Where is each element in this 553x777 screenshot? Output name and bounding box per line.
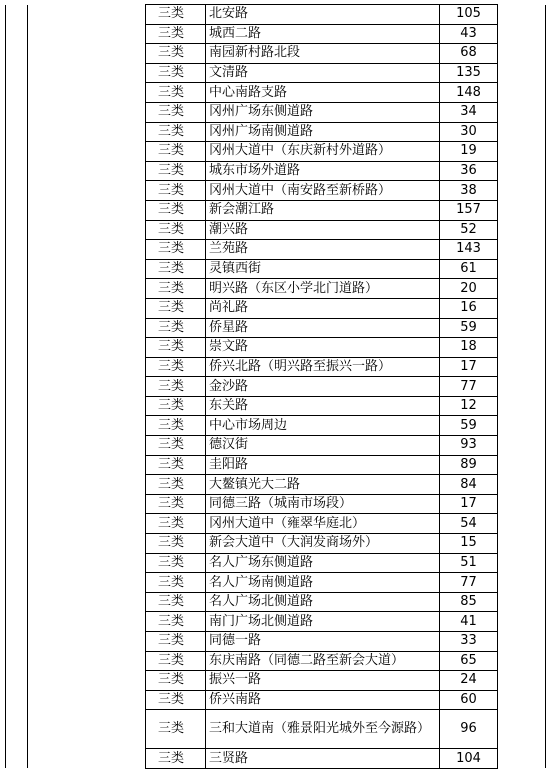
table-row (6, 377, 546, 397)
blank-cell (6, 181, 28, 201)
table-row (6, 259, 546, 279)
blank-cell (498, 651, 546, 671)
blank-cell (28, 416, 146, 436)
blank-cell (28, 534, 146, 554)
blank-cell (498, 534, 546, 554)
road-name-cell: 三和大道南（雅景阳光城外至今源路） (206, 710, 440, 749)
blank-cell (498, 44, 546, 64)
blank-cell (6, 592, 28, 612)
blank-cell (498, 279, 546, 299)
blank-cell (6, 298, 28, 318)
category-cell: 三类 (146, 279, 206, 299)
value-cell: 77 (440, 377, 498, 397)
table-row (6, 24, 546, 44)
category-cell: 三类 (146, 161, 206, 181)
value-cell: 34 (440, 102, 498, 122)
table-row (6, 44, 546, 64)
blank-cell (28, 259, 146, 279)
table-row (6, 122, 546, 142)
blank-cell (6, 436, 28, 456)
table-row (6, 671, 546, 691)
table-row (6, 416, 546, 436)
table-row (6, 612, 546, 632)
blank-cell (498, 690, 546, 710)
category-cell: 三类 (146, 122, 206, 142)
blank-cell (498, 377, 546, 397)
category-cell: 三类 (146, 200, 206, 220)
blank-cell (28, 142, 146, 162)
table-body (6, 5, 546, 769)
category-cell: 三类 (146, 63, 206, 83)
blank-cell (6, 220, 28, 240)
road-name-cell: 东关路 (206, 396, 440, 416)
category-cell: 三类 (146, 5, 206, 25)
table-row (6, 455, 546, 475)
blank-cell (6, 455, 28, 475)
road-name-cell: 圭阳路 (206, 455, 440, 475)
blank-cell (6, 671, 28, 691)
table-row (6, 514, 546, 534)
road-name-cell: 新会潮江路 (206, 200, 440, 220)
blank-cell (498, 573, 546, 593)
table-row (6, 161, 546, 181)
blank-cell (28, 83, 146, 103)
value-cell: 89 (440, 455, 498, 475)
value-cell: 15 (440, 534, 498, 554)
value-cell: 143 (440, 240, 498, 260)
value-cell: 16 (440, 298, 498, 318)
table-row (6, 240, 546, 260)
blank-cell (28, 102, 146, 122)
blank-cell (498, 455, 546, 475)
blank-cell (28, 455, 146, 475)
blank-cell (28, 338, 146, 358)
blank-cell (6, 710, 28, 749)
blank-cell (28, 357, 146, 377)
value-cell: 105 (440, 5, 498, 25)
blank-cell (28, 573, 146, 593)
road-name-cell: 大鳌镇光大二路 (206, 475, 440, 495)
blank-cell (28, 436, 146, 456)
category-cell: 三类 (146, 690, 206, 710)
blank-cell (28, 651, 146, 671)
road-name-cell: 同德三路（城南市场段） (206, 494, 440, 514)
blank-cell (6, 83, 28, 103)
value-cell: 59 (440, 416, 498, 436)
road-name-cell: 名人广场东侧道路 (206, 553, 440, 573)
blank-cell (6, 44, 28, 64)
value-cell: 59 (440, 318, 498, 338)
road-name-cell: 尚礼路 (206, 298, 440, 318)
blank-cell (6, 240, 28, 260)
value-cell: 93 (440, 436, 498, 456)
blank-cell (498, 83, 546, 103)
value-cell: 43 (440, 24, 498, 44)
value-cell: 36 (440, 161, 498, 181)
blank-cell (498, 181, 546, 201)
category-cell: 三类 (146, 651, 206, 671)
blank-cell (6, 200, 28, 220)
blank-cell (28, 240, 146, 260)
category-cell: 三类 (146, 318, 206, 338)
value-cell: 51 (440, 553, 498, 573)
category-cell: 三类 (146, 612, 206, 632)
road-name-cell: 灵镇西街 (206, 259, 440, 279)
value-cell: 17 (440, 494, 498, 514)
blank-cell (498, 592, 546, 612)
blank-cell (6, 102, 28, 122)
blank-cell (498, 161, 546, 181)
blank-cell (28, 396, 146, 416)
category-cell: 三类 (146, 632, 206, 652)
road-name-cell: 崇文路 (206, 338, 440, 358)
table-row (6, 592, 546, 612)
blank-cell (498, 122, 546, 142)
category-cell: 三类 (146, 240, 206, 260)
table-row (6, 5, 546, 25)
table-row (6, 63, 546, 83)
value-cell: 12 (440, 396, 498, 416)
blank-cell (6, 534, 28, 554)
blank-cell (28, 220, 146, 240)
blank-cell (498, 416, 546, 436)
road-name-cell: 中心南路支路 (206, 83, 440, 103)
value-cell: 84 (440, 475, 498, 495)
value-cell: 33 (440, 632, 498, 652)
blank-cell (498, 494, 546, 514)
blank-cell (28, 553, 146, 573)
blank-cell (28, 749, 146, 769)
category-cell: 三类 (146, 494, 206, 514)
road-name-cell: 城东市场外道路 (206, 161, 440, 181)
blank-cell (6, 63, 28, 83)
road-name-cell: 冈州大道中（雍翠华庭北） (206, 514, 440, 534)
blank-cell (6, 612, 28, 632)
road-name-cell: 金沙路 (206, 377, 440, 397)
blank-cell (28, 514, 146, 534)
blank-cell (498, 710, 546, 749)
blank-cell (6, 396, 28, 416)
road-name-cell: 冈州广场东侧道路 (206, 102, 440, 122)
blank-cell (498, 357, 546, 377)
road-name-cell: 潮兴路 (206, 220, 440, 240)
table-row (6, 338, 546, 358)
value-cell: 61 (440, 259, 498, 279)
table-row (6, 298, 546, 318)
table-row (6, 318, 546, 338)
blank-cell (498, 612, 546, 632)
blank-cell (28, 298, 146, 318)
value-cell: 17 (440, 357, 498, 377)
road-name-cell: 同德一路 (206, 632, 440, 652)
blank-cell (498, 632, 546, 652)
blank-cell (28, 200, 146, 220)
road-name-cell: 南园新村路北段 (206, 44, 440, 64)
table-row (6, 475, 546, 495)
blank-cell (28, 494, 146, 514)
category-cell: 三类 (146, 357, 206, 377)
table-row (6, 220, 546, 240)
blank-cell (6, 553, 28, 573)
blank-cell (28, 24, 146, 44)
blank-cell (498, 102, 546, 122)
category-cell: 三类 (146, 24, 206, 44)
value-cell: 54 (440, 514, 498, 534)
category-cell: 三类 (146, 436, 206, 456)
road-name-cell: 城西二路 (206, 24, 440, 44)
blank-cell (498, 259, 546, 279)
blank-cell (498, 220, 546, 240)
blank-cell (28, 122, 146, 142)
road-name-cell: 冈州大道中（东庆新村外道路） (206, 142, 440, 162)
category-cell: 三类 (146, 455, 206, 475)
value-cell: 30 (440, 122, 498, 142)
category-cell: 三类 (146, 396, 206, 416)
road-name-cell: 侨星路 (206, 318, 440, 338)
road-name-cell: 名人广场南侧道路 (206, 573, 440, 593)
blank-cell (498, 475, 546, 495)
category-cell: 三类 (146, 338, 206, 358)
blank-cell (6, 416, 28, 436)
blank-cell (498, 318, 546, 338)
blank-cell (28, 161, 146, 181)
blank-cell (498, 749, 546, 769)
blank-cell (6, 24, 28, 44)
blank-cell (6, 651, 28, 671)
blank-cell (6, 5, 28, 25)
table-row (6, 436, 546, 456)
value-cell: 104 (440, 749, 498, 769)
table-row (6, 181, 546, 201)
value-cell: 19 (440, 142, 498, 162)
table-row (6, 83, 546, 103)
blank-cell (498, 338, 546, 358)
blank-cell (6, 161, 28, 181)
road-name-cell: 名人广场北侧道路 (206, 592, 440, 612)
road-name-cell: 明兴路（东区小学北门道路） (206, 279, 440, 299)
road-name-cell: 文清路 (206, 63, 440, 83)
road-name-cell: 东庆南路（同德二路至新会大道） (206, 651, 440, 671)
road-name-cell: 中心市场周边 (206, 416, 440, 436)
table-row (6, 534, 546, 554)
blank-cell (28, 710, 146, 749)
value-cell: 41 (440, 612, 498, 632)
road-name-cell: 三贤路 (206, 749, 440, 769)
category-cell: 三类 (146, 710, 206, 749)
blank-cell (6, 690, 28, 710)
category-cell: 三类 (146, 181, 206, 201)
blank-cell (6, 122, 28, 142)
value-cell: 60 (440, 690, 498, 710)
value-cell: 157 (440, 200, 498, 220)
blank-cell (28, 44, 146, 64)
blank-cell (6, 142, 28, 162)
value-cell: 65 (440, 651, 498, 671)
table-row (6, 200, 546, 220)
table-row (6, 749, 546, 769)
value-cell: 18 (440, 338, 498, 358)
blank-cell (6, 279, 28, 299)
table-row (6, 396, 546, 416)
category-cell: 三类 (146, 534, 206, 554)
blank-cell (498, 5, 546, 25)
table-row (6, 357, 546, 377)
road-name-cell: 北安路 (206, 5, 440, 25)
value-cell: 68 (440, 44, 498, 64)
road-name-cell: 兰苑路 (206, 240, 440, 260)
table-row (6, 142, 546, 162)
blank-cell (498, 671, 546, 691)
category-cell: 三类 (146, 553, 206, 573)
road-name-cell: 南门广场北侧道路 (206, 612, 440, 632)
blank-cell (6, 357, 28, 377)
blank-cell (6, 494, 28, 514)
table-row (6, 573, 546, 593)
road-name-cell: 德汉街 (206, 436, 440, 456)
table-row (6, 102, 546, 122)
blank-cell (28, 592, 146, 612)
road-name-cell: 新会大道中（大润发商场外） (206, 534, 440, 554)
blank-cell (28, 181, 146, 201)
category-cell: 三类 (146, 220, 206, 240)
blank-cell (6, 318, 28, 338)
category-cell: 三类 (146, 573, 206, 593)
blank-cell (28, 475, 146, 495)
blank-cell (498, 142, 546, 162)
category-cell: 三类 (146, 749, 206, 769)
blank-cell (6, 475, 28, 495)
blank-cell (28, 690, 146, 710)
blank-cell (498, 396, 546, 416)
blank-cell (28, 318, 146, 338)
blank-cell (6, 514, 28, 534)
blank-cell (6, 338, 28, 358)
category-cell: 三类 (146, 592, 206, 612)
blank-cell (6, 749, 28, 769)
road-name-cell: 侨兴北路（明兴路至振兴一路） (206, 357, 440, 377)
road-name-cell: 振兴一路 (206, 671, 440, 691)
blank-cell (28, 63, 146, 83)
blank-cell (498, 298, 546, 318)
category-cell: 三类 (146, 671, 206, 691)
category-cell: 三类 (146, 83, 206, 103)
blank-cell (28, 632, 146, 652)
table-row (6, 494, 546, 514)
blank-cell (6, 259, 28, 279)
category-cell: 三类 (146, 514, 206, 534)
blank-cell (498, 553, 546, 573)
value-cell: 24 (440, 671, 498, 691)
table-row (6, 690, 546, 710)
blank-cell (6, 377, 28, 397)
value-cell: 85 (440, 592, 498, 612)
category-cell: 三类 (146, 475, 206, 495)
road-name-cell: 冈州大道中（南安路至新桥路） (206, 181, 440, 201)
road-name-cell: 侨兴南路 (206, 690, 440, 710)
value-cell: 77 (440, 573, 498, 593)
value-cell: 148 (440, 83, 498, 103)
category-cell: 三类 (146, 416, 206, 436)
blank-cell (498, 63, 546, 83)
value-cell: 52 (440, 220, 498, 240)
category-cell: 三类 (146, 102, 206, 122)
value-cell: 20 (440, 279, 498, 299)
category-cell: 三类 (146, 377, 206, 397)
table-row (6, 279, 546, 299)
category-cell: 三类 (146, 44, 206, 64)
blank-cell (498, 514, 546, 534)
category-cell: 三类 (146, 298, 206, 318)
table-row (6, 710, 546, 749)
blank-cell (28, 612, 146, 632)
table-row (6, 632, 546, 652)
blank-cell (498, 240, 546, 260)
category-cell: 三类 (146, 259, 206, 279)
blank-cell (498, 24, 546, 44)
value-cell: 135 (440, 63, 498, 83)
value-cell: 96 (440, 710, 498, 749)
road-parking-table (5, 4, 546, 769)
blank-cell (6, 632, 28, 652)
value-cell: 38 (440, 181, 498, 201)
table-row (6, 651, 546, 671)
category-cell: 三类 (146, 142, 206, 162)
blank-cell (28, 5, 146, 25)
blank-cell (6, 573, 28, 593)
table-row (6, 553, 546, 573)
blank-cell (498, 436, 546, 456)
blank-cell (498, 200, 546, 220)
blank-cell (28, 671, 146, 691)
blank-cell (28, 377, 146, 397)
road-name-cell: 冈州广场南侧道路 (206, 122, 440, 142)
blank-cell (28, 279, 146, 299)
